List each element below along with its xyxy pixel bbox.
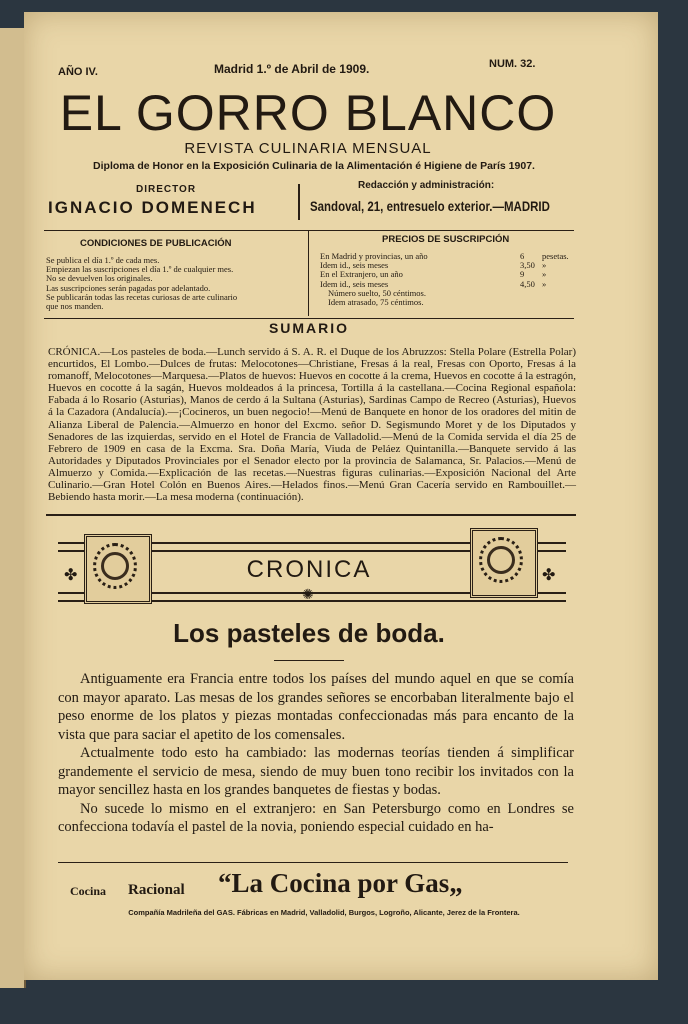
- price-unit: pesetas.: [542, 251, 569, 261]
- price-label: Idem id., seis meses: [320, 261, 389, 271]
- rule-mid: [44, 318, 574, 319]
- headline-rule: [274, 660, 344, 661]
- price-label: Idem id., seis meses: [320, 279, 389, 289]
- price-unit: »: [542, 278, 547, 289]
- director-name: IGNACIO DOMENECH: [48, 198, 257, 217]
- masthead-divider: [298, 184, 300, 220]
- price-extra: Número suelto, 50 céntimos.: [328, 287, 426, 298]
- rosette-ornament-right: [470, 528, 538, 598]
- article-paragraph: No sucede lo mismo en el extranjero: en San Petersburgo como en Londres se confecciona todavía el pastel de la novia, poniendo especial cuidado en ha-: [58, 800, 574, 835]
- issue-number: NUM. 32.: [489, 58, 536, 70]
- price-label: En el Extranjero, un año: [320, 270, 403, 280]
- article-body: [58, 670, 574, 837]
- conditions-list: [46, 256, 304, 311]
- sumario-heading: SUMARIO: [268, 320, 350, 336]
- redaccion-label: Redacción y administración:: [358, 180, 495, 191]
- issue-date: Madrid 1.º de Abril de 1909.: [214, 62, 370, 76]
- fleuron-icon: ✤: [542, 567, 556, 584]
- rule-top: [44, 230, 574, 231]
- price-extra: Idem atrasado, 75 céntimos.: [328, 297, 424, 308]
- address: Sandoval, 21, entresuelo exterior.—MADRID: [310, 198, 550, 214]
- masthead-subtitle: REVISTA CULINARIA MENSUAL: [184, 140, 432, 157]
- flower-icon: ✺: [302, 588, 314, 603]
- price-label: En Madrid y provincias, un año: [320, 252, 428, 261]
- advert-label-cocina: Cocina: [70, 884, 106, 898]
- rule-sumario-end: [46, 514, 576, 516]
- article-headline: Los pasteles de boda.: [173, 618, 445, 648]
- condition-line: Se publicarán todas las recetas curiosas de arte culinario: [46, 291, 238, 302]
- condition-line: No se devuelven los originales.: [46, 273, 153, 284]
- condition-line: Empiezan las suscripciones el día 1.º de cualquier mes.: [46, 264, 234, 275]
- price-value: 3,50: [520, 260, 535, 271]
- sumario-text: CRÓNICA.—Los pasteles de boda.—Lunch servido á S. A. R. el Duque de los Abruzzos: Stella Polare (Estrella Polar) encurtidos, El Lombo.—Dulces de frutas: Melocotones—Christiane, Fresas á la real, Fresas con Oporto, Fresas á la romanoff, Melocotones—Marquesa.—Platos de huevos: Huevos en cocotte á la crema, Huevos en cocotte á la estragón, Huevos en cocotte á la sagán, Huevos moldeados á la princesa, Tortilla á la castellana.—Cocina Regional española: Fabada á lo Rosario (Asturias), Manos de cerdo á la Sultana (Asturias), Sardinas Campo de Recreo (Asturias), Huevos á la Cazadora (Andalucía).—¡Cocineros, un buen negocio!—Menú de Banquete en honor de los oradores del mitin de Alianza Liberal de Palencia.—Almuerzo en honor del Excmo. señor D. Segismundo Moret y de los Diputados y Senadores de las izquierdas, servido en el Hotel de Francia de Valladolid.—Menú de la Comida servida el día 25 de Febrero de 1909 en casa de la Excma. Sra. Doña María, Viuda de Peláez Quintanilla.—Banquete servido á las Autoridades y Diputados Provinciales por el Senador electo por la provincia de Salamanca, Sr. Palacios.—Menú de Almuerzo y Comida.—Explicación de las recetas.—Nuestras figuras culinarias.—Exposición Nacional del Arte Culinario.—Gran Hotel Colón en Buenos Aires.—Helados finos.—Menú Gran Cacería servido en Rambouillet.—Bebiendo hasta morir.—La mesa moderna (continuación).: [48, 346, 576, 504]
- advert-company: Compañía Madrileña del GAS. Fábricas en Madrid, Valladolid, Burgos, Logroño, Alicante, Jerez de la Frontera.: [128, 908, 520, 917]
- cronica-banner: CRONICA: [246, 556, 372, 583]
- advert-slogan: “La Cocina por Gas„: [218, 868, 463, 898]
- year-label: AÑO IV.: [58, 66, 98, 78]
- rule-advert: [58, 862, 568, 863]
- price-value: 9: [520, 269, 525, 280]
- price-row: [320, 252, 576, 261]
- newspaper-page: [24, 12, 658, 980]
- masthead-title: EL GORRO BLANCO: [59, 85, 557, 141]
- price-row: [320, 261, 576, 270]
- condition-line: que nos manden.: [46, 301, 104, 312]
- prices-heading: PRECIOS DE SUSCRIPCIÓN: [382, 234, 510, 245]
- price-unit: »: [542, 269, 547, 280]
- condition-line: Las suscripciones serán pagadas por adelantado.: [46, 282, 211, 293]
- price-unit: »: [542, 260, 547, 271]
- diploma-line: Diploma de Honor en la Exposición Culinaria de la Alimentación é Higiene de París 1907.: [93, 160, 535, 172]
- price-row: [320, 270, 576, 279]
- price-value: 4,50: [520, 278, 535, 289]
- rosette-ornament-left: [84, 534, 152, 604]
- prices-table: [320, 252, 576, 307]
- article-paragraph: Actualmente todo esto ha cambiado: las modernas teorías tienden á simplificar grandemente el servicio de mesa, siendo de muy buen tono recibir los invitados con la mayor sencillez hasta en los grandes banquetes de fiestas y bodas.: [58, 745, 574, 798]
- rule-center: [308, 230, 309, 316]
- conditions-heading: CONDICIONES DE PUBLICACIÓN: [80, 238, 232, 249]
- book-spine: [0, 28, 26, 988]
- fleuron-icon: ✤: [64, 567, 78, 584]
- article-paragraph: Antiguamente era Francia entre todos los países del mundo aquel en que se comía con mayor aparato. Las mesas de los grandes señores se encorbaban literalmente bajo el peso enorme de los platos y piezas montadas confeccionadas más para encanto de la vista que para saciar el apetito de los comensales.: [58, 671, 574, 743]
- advert-label-racional: Racional: [128, 882, 185, 898]
- director-label: DIRECTOR: [136, 184, 197, 195]
- price-value: 6: [520, 251, 525, 261]
- condition-line: Se publica el día 1.º de cada mes.: [46, 255, 160, 265]
